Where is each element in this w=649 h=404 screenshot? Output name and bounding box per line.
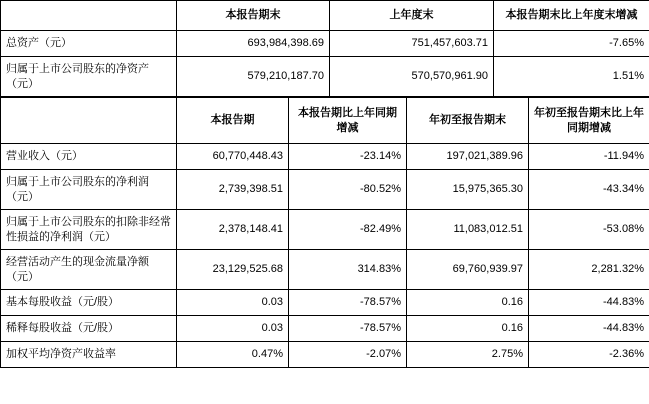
cell-value: 2,281.32% [529, 250, 649, 290]
cell-value: 579,210,187.70 [177, 57, 330, 97]
balance-summary-table [0, 0, 649, 97]
row-label-revenue: 营业收入（元） [1, 144, 177, 170]
cell-value: 69,760,939.97 [407, 250, 529, 290]
cell-value: -2.07% [289, 342, 407, 368]
cell-value: -23.14% [289, 144, 407, 170]
table-row [1, 144, 649, 170]
header-cell-prior-year-end: 上年度末 [330, 1, 494, 31]
header-cell-ytd-yoy-change: 年初至报告期末比上年同期增减 [529, 98, 649, 144]
cell-value: 0.16 [407, 290, 529, 316]
cell-value: 1.51% [494, 57, 649, 97]
header-cell-ytd: 年初至报告期末 [407, 98, 529, 144]
cell-value: 0.47% [177, 342, 289, 368]
cell-value: 0.03 [177, 290, 289, 316]
cell-value: 2.75% [407, 342, 529, 368]
cell-value: 751,457,603.71 [330, 31, 494, 57]
cell-value: -44.83% [529, 316, 649, 342]
cell-value: 0.16 [407, 316, 529, 342]
table-row [1, 342, 649, 368]
row-label-weighted-roe: 加权平均净资产收益率 [1, 342, 177, 368]
cell-value: 314.83% [289, 250, 407, 290]
cell-value: -7.65% [494, 31, 649, 57]
cell-value: -80.52% [289, 170, 407, 210]
header-cell-period-end: 本报告期末 [177, 1, 330, 31]
operating-summary-table [0, 97, 649, 368]
cell-value: 0.03 [177, 316, 289, 342]
table-row [1, 210, 649, 250]
cell-value: 570,570,961.90 [330, 57, 494, 97]
row-label-net-profit-excl-nonrecurring: 归属于上市公司股东的扣除非经常性损益的净利润（元） [1, 210, 177, 250]
cell-value: 197,021,389.96 [407, 144, 529, 170]
cell-value: 23,129,525.68 [177, 250, 289, 290]
cell-value: 2,739,398.51 [177, 170, 289, 210]
header-cell-change: 本报告期末比上年度末增减 [494, 1, 649, 31]
cell-value: 2,378,148.41 [177, 210, 289, 250]
cell-value: -53.08% [529, 210, 649, 250]
table-row [1, 290, 649, 316]
cell-value: 11,083,012.51 [407, 210, 529, 250]
table-row [1, 31, 649, 57]
header-cell-current-period: 本报告期 [177, 98, 289, 144]
cell-value: 693,984,398.69 [177, 31, 330, 57]
table-row [1, 170, 649, 210]
cell-value: -44.83% [529, 290, 649, 316]
cell-value: 60,770,448.43 [177, 144, 289, 170]
cell-value: 15,975,365.30 [407, 170, 529, 210]
table-header-row [1, 98, 649, 144]
row-label-operating-cash-flow: 经营活动产生的现金流量净额（元） [1, 250, 177, 290]
header-cell-empty [1, 1, 177, 31]
header-cell-period-yoy-change: 本报告期比上年同期增减 [289, 98, 407, 144]
cell-value: -78.57% [289, 316, 407, 342]
row-label-diluted-eps: 稀释每股收益（元/股） [1, 316, 177, 342]
table-row [1, 57, 649, 97]
cell-value: -2.36% [529, 342, 649, 368]
table-row [1, 250, 649, 290]
row-label-net-assets: 归属于上市公司股东的净资产（元） [1, 57, 177, 97]
table-header-row [1, 1, 649, 31]
cell-value: -78.57% [289, 290, 407, 316]
row-label-basic-eps: 基本每股收益（元/股） [1, 290, 177, 316]
row-label-net-profit: 归属于上市公司股东的净利润（元） [1, 170, 177, 210]
row-label-total-assets: 总资产（元） [1, 31, 177, 57]
cell-value: -11.94% [529, 144, 649, 170]
cell-value: -82.49% [289, 210, 407, 250]
header-cell-empty [1, 98, 177, 144]
table-row [1, 316, 649, 342]
cell-value: -43.34% [529, 170, 649, 210]
